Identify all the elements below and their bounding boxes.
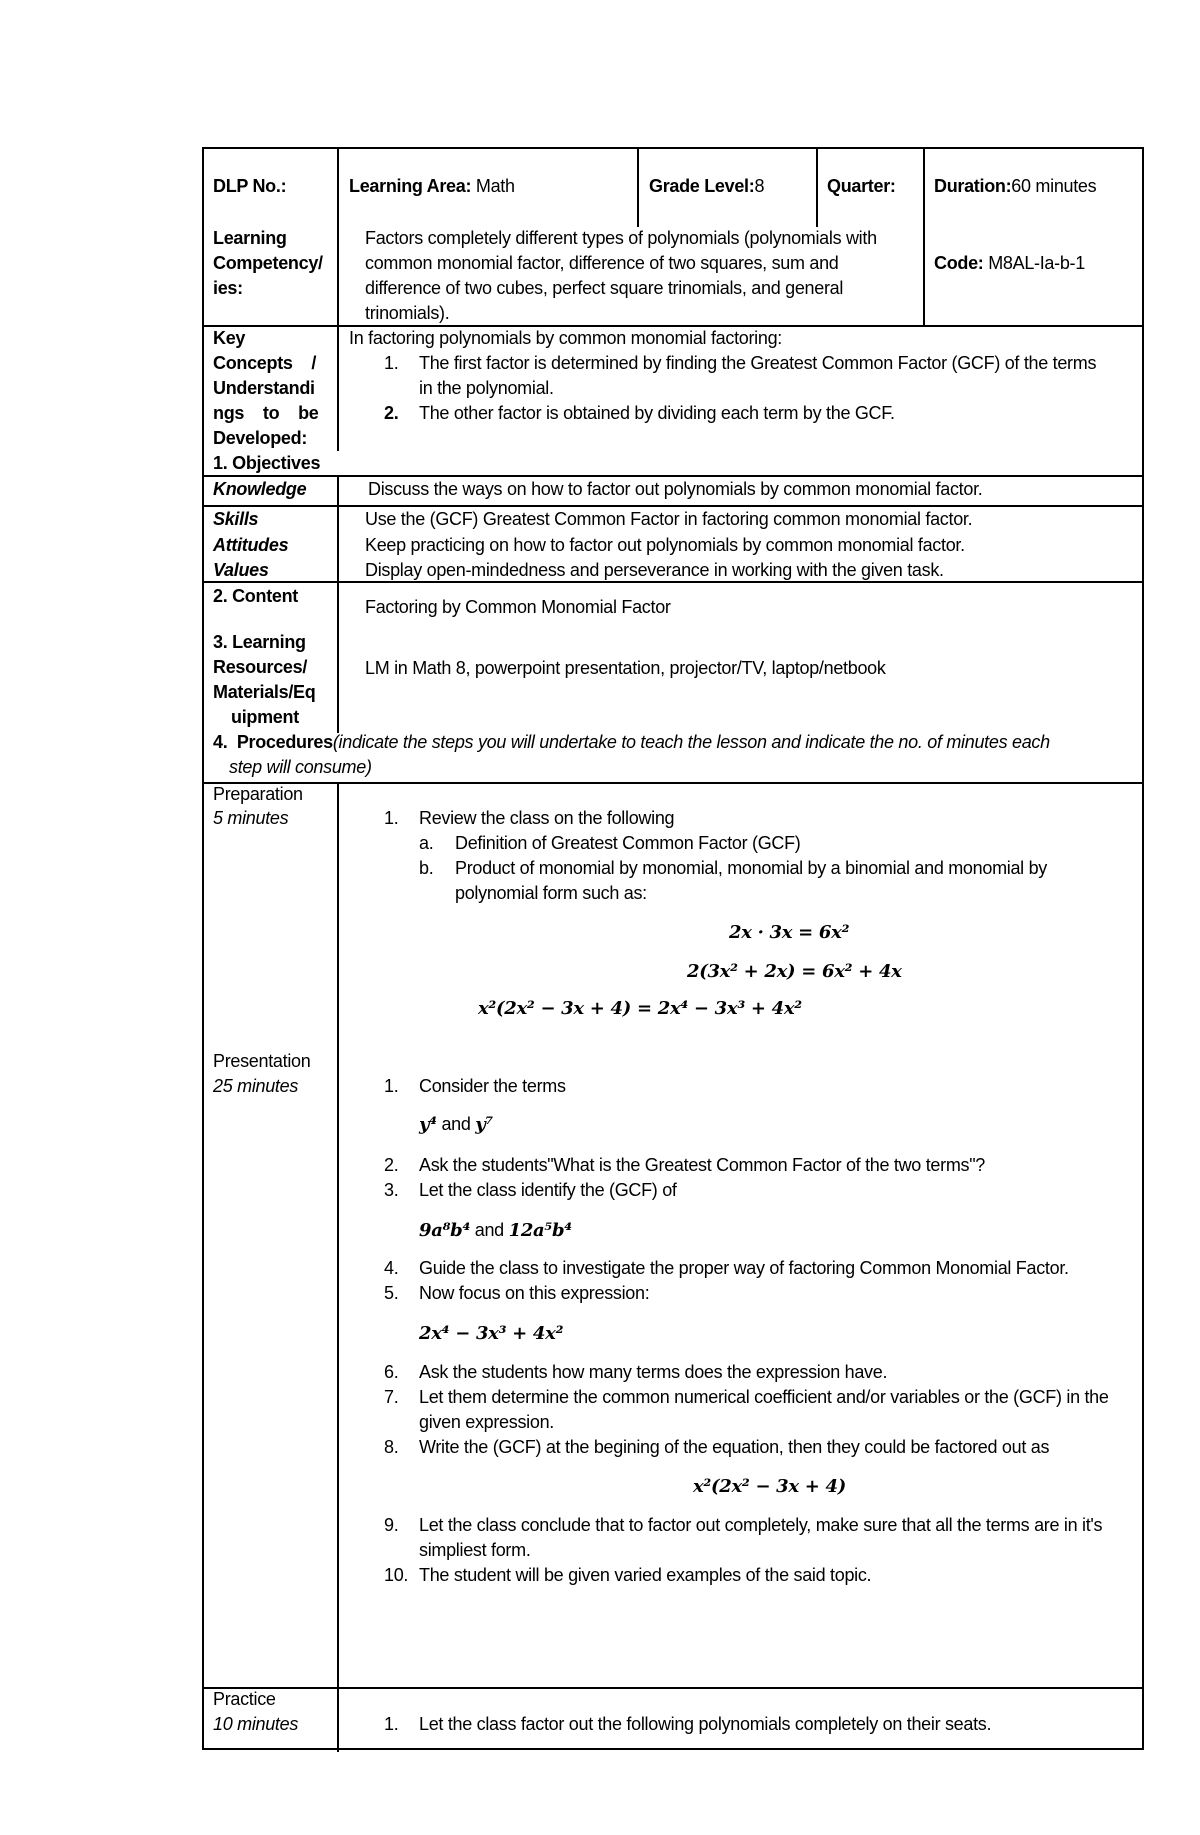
list-number: 9.: [384, 1515, 399, 1535]
presentation-step: The student will be given varied examples of the said topic.: [419, 1565, 872, 1585]
key-concepts-label-line: ngs to be: [213, 403, 319, 423]
practice-time: 10 minutes: [213, 1714, 299, 1734]
competency-text-line: difference of two cubes, perfect square trinomials, and general: [365, 278, 844, 298]
competency-label-line: Learning: [213, 228, 287, 248]
key-concept-item: The other factor is obtained by dividing each term by the GCF.: [419, 403, 895, 423]
code-label: Code:: [934, 253, 984, 273]
list-number: 7.: [384, 1387, 399, 1407]
presentation-time: 25 minutes: [213, 1076, 299, 1096]
list-number: 6.: [384, 1362, 399, 1382]
procedures-note: (indicate the steps you will undertake to teach the lesson and indicate the no. of minutes each: [332, 732, 1050, 752]
list-number: 2.: [384, 403, 399, 423]
duration: [934, 174, 1096, 199]
resources-label-line: uipment: [231, 707, 299, 727]
lesson-plan-table: [202, 147, 1144, 1750]
competency-text-line: common monomial factor, difference of two squares, sum and: [365, 253, 839, 273]
key-concept-item: in the polynomial.: [419, 378, 554, 398]
presentation-step: simpliest form.: [419, 1540, 531, 1560]
procedures-label: 4. Procedures: [213, 732, 333, 752]
row-divider: [204, 1687, 1142, 1689]
row-divider: [204, 782, 1142, 784]
equation: 2(3x² + 2x) = 6x² + 4x: [687, 961, 902, 982]
duration-value: 60 minutes: [1011, 176, 1097, 196]
skills-text: Use the (GCF) Greatest Common Factor in factoring common monomial factor.: [365, 509, 973, 529]
values-text: Display open-mindedness and perseverance in working with the given task.: [365, 560, 944, 580]
preparation-subitem: Product of monomial by monomial, monomial by a binomial and monomial by: [455, 858, 1047, 878]
presentation-label: Presentation: [213, 1051, 311, 1071]
list-number: 2.: [384, 1155, 399, 1175]
term: 12a⁵b⁴: [508, 1220, 572, 1241]
term: y⁴: [419, 1114, 437, 1135]
presentation-step: Now focus on this expression:: [419, 1283, 650, 1303]
list-number: 1.: [384, 1714, 399, 1734]
presentation-step: Let them determine the common numerical coefficient and/or variables or the (GCF) in the: [419, 1387, 1109, 1407]
objectives-heading: 1. Objectives: [213, 453, 321, 473]
procedures-note-line2: step will consume): [229, 757, 372, 777]
code-value: M8AL-Ia-b-1: [988, 253, 1085, 273]
resources-label-line: Resources/: [213, 657, 308, 677]
preparation-subitem: Definition of Greatest Common Factor (GCF): [455, 833, 801, 853]
practice-item: Let the class factor out the following polynomials completely on their seats.: [419, 1714, 992, 1734]
key-concepts-label-line: Developed:: [213, 428, 308, 448]
resources-label-line: Materials/Eq: [213, 682, 316, 702]
key-concepts-label-line: Key: [213, 328, 246, 348]
list-number: 10.: [384, 1565, 409, 1585]
list-number: 1.: [384, 353, 399, 373]
competency-text-line: trinomials).: [365, 303, 450, 323]
col-divider: [637, 149, 639, 227]
list-number: 8.: [384, 1437, 399, 1457]
list-number: 1.: [384, 808, 399, 828]
grade-level-label: Grade Level:: [649, 176, 755, 196]
content-label: 2. Content: [213, 586, 298, 606]
knowledge-label: Knowledge: [213, 479, 307, 499]
and-word: and: [474, 1220, 504, 1240]
presentation-step: Let the class conclude that to factor out completely, make sure that all the terms are in it's: [419, 1515, 1103, 1535]
term: y⁷: [475, 1114, 494, 1135]
presentation-step: Ask the students how many terms does the expression have.: [419, 1362, 888, 1382]
practice-label: Practice: [213, 1689, 276, 1709]
presentation-step: Guide the class to investigate the proper way of factoring Common Monomial Factor.: [419, 1258, 1069, 1278]
list-letter: a.: [419, 833, 434, 853]
col-divider: [337, 475, 339, 733]
focus-expression: 2x⁴ − 3x³ + 4x²: [419, 1323, 564, 1344]
learning-area-value: Math: [475, 176, 515, 196]
col-divider: [816, 149, 818, 227]
factored-expression: x²(2x² − 3x + 4): [693, 1476, 846, 1497]
learning-area-label: Learning Area:: [349, 176, 472, 196]
presentation-step: Ask the students"What is the Greatest Common Factor of the two terms"?: [419, 1155, 986, 1175]
preparation-label: Preparation: [213, 784, 303, 804]
preparation-subitem: polynomial form such as:: [455, 883, 647, 903]
presentation-step: Let the class identify the (GCF) of: [419, 1180, 677, 1200]
key-concepts-label-line: Concepts /: [213, 353, 317, 373]
duration-label: Duration:: [934, 176, 1012, 196]
key-concepts-intro: In factoring polynomials by common monomial factoring:: [349, 328, 783, 348]
competency-label-line: Competency/: [213, 253, 323, 273]
grade-level-value: 8: [754, 176, 765, 196]
col-divider: [337, 782, 339, 1752]
key-concepts-label-line: Understandi: [213, 378, 315, 398]
dlp-label: DLP No.:: [213, 176, 287, 196]
list-number: 5.: [384, 1283, 399, 1303]
gcf-expression: [419, 1218, 572, 1243]
competency-label-line: ies:: [213, 278, 243, 298]
presentation-step: given expression.: [419, 1412, 554, 1432]
presentation-step: Write the (GCF) at the begining of the equation, then they could be factored out as: [419, 1437, 1050, 1457]
attitudes-label: Attitudes: [213, 535, 289, 555]
list-letter: b.: [419, 858, 434, 878]
list-number: 3.: [384, 1180, 399, 1200]
list-number: 4.: [384, 1258, 399, 1278]
competency-text-line: Factors completely different types of polynomials (polynomials with: [365, 228, 877, 248]
terms-expression: [419, 1112, 493, 1137]
content-text: Factoring by Common Monomial Factor: [365, 597, 671, 617]
col-divider: [337, 149, 339, 451]
list-number: 1.: [384, 1076, 399, 1096]
equation: x²(2x² − 3x + 4) = 2x⁴ − 3x³ + 4x²: [478, 998, 802, 1019]
knowledge-text: Discuss the ways on how to factor out polynomials by common monomial factor.: [368, 479, 983, 499]
preparation-time: 5 minutes: [213, 808, 289, 828]
col-divider: [923, 149, 925, 325]
resources-text: LM in Math 8, powerpoint presentation, projector/TV, laptop/netbook: [365, 658, 886, 678]
presentation-step: Consider the terms: [419, 1076, 566, 1096]
values-label: Values: [213, 560, 269, 580]
equation: 2x · 3x = 6x²: [729, 922, 850, 943]
quarter-label: Quarter:: [827, 176, 896, 196]
code: [934, 251, 1085, 276]
resources-label-line: 3. Learning: [213, 632, 306, 652]
key-concept-item: The first factor is determined by finding the Greatest Common Factor (GCF) of the terms: [419, 353, 1097, 373]
procedures-header: [213, 730, 1050, 755]
attitudes-text: Keep practicing on how to factor out polynomials by common monomial factor.: [365, 535, 965, 555]
preparation-item: Review the class on the following: [419, 808, 675, 828]
grade-level: [649, 174, 764, 199]
term: 9a⁸b⁴: [419, 1220, 471, 1241]
skills-label: Skills: [213, 509, 259, 529]
and-word: and: [441, 1114, 471, 1134]
learning-area: [349, 174, 515, 199]
